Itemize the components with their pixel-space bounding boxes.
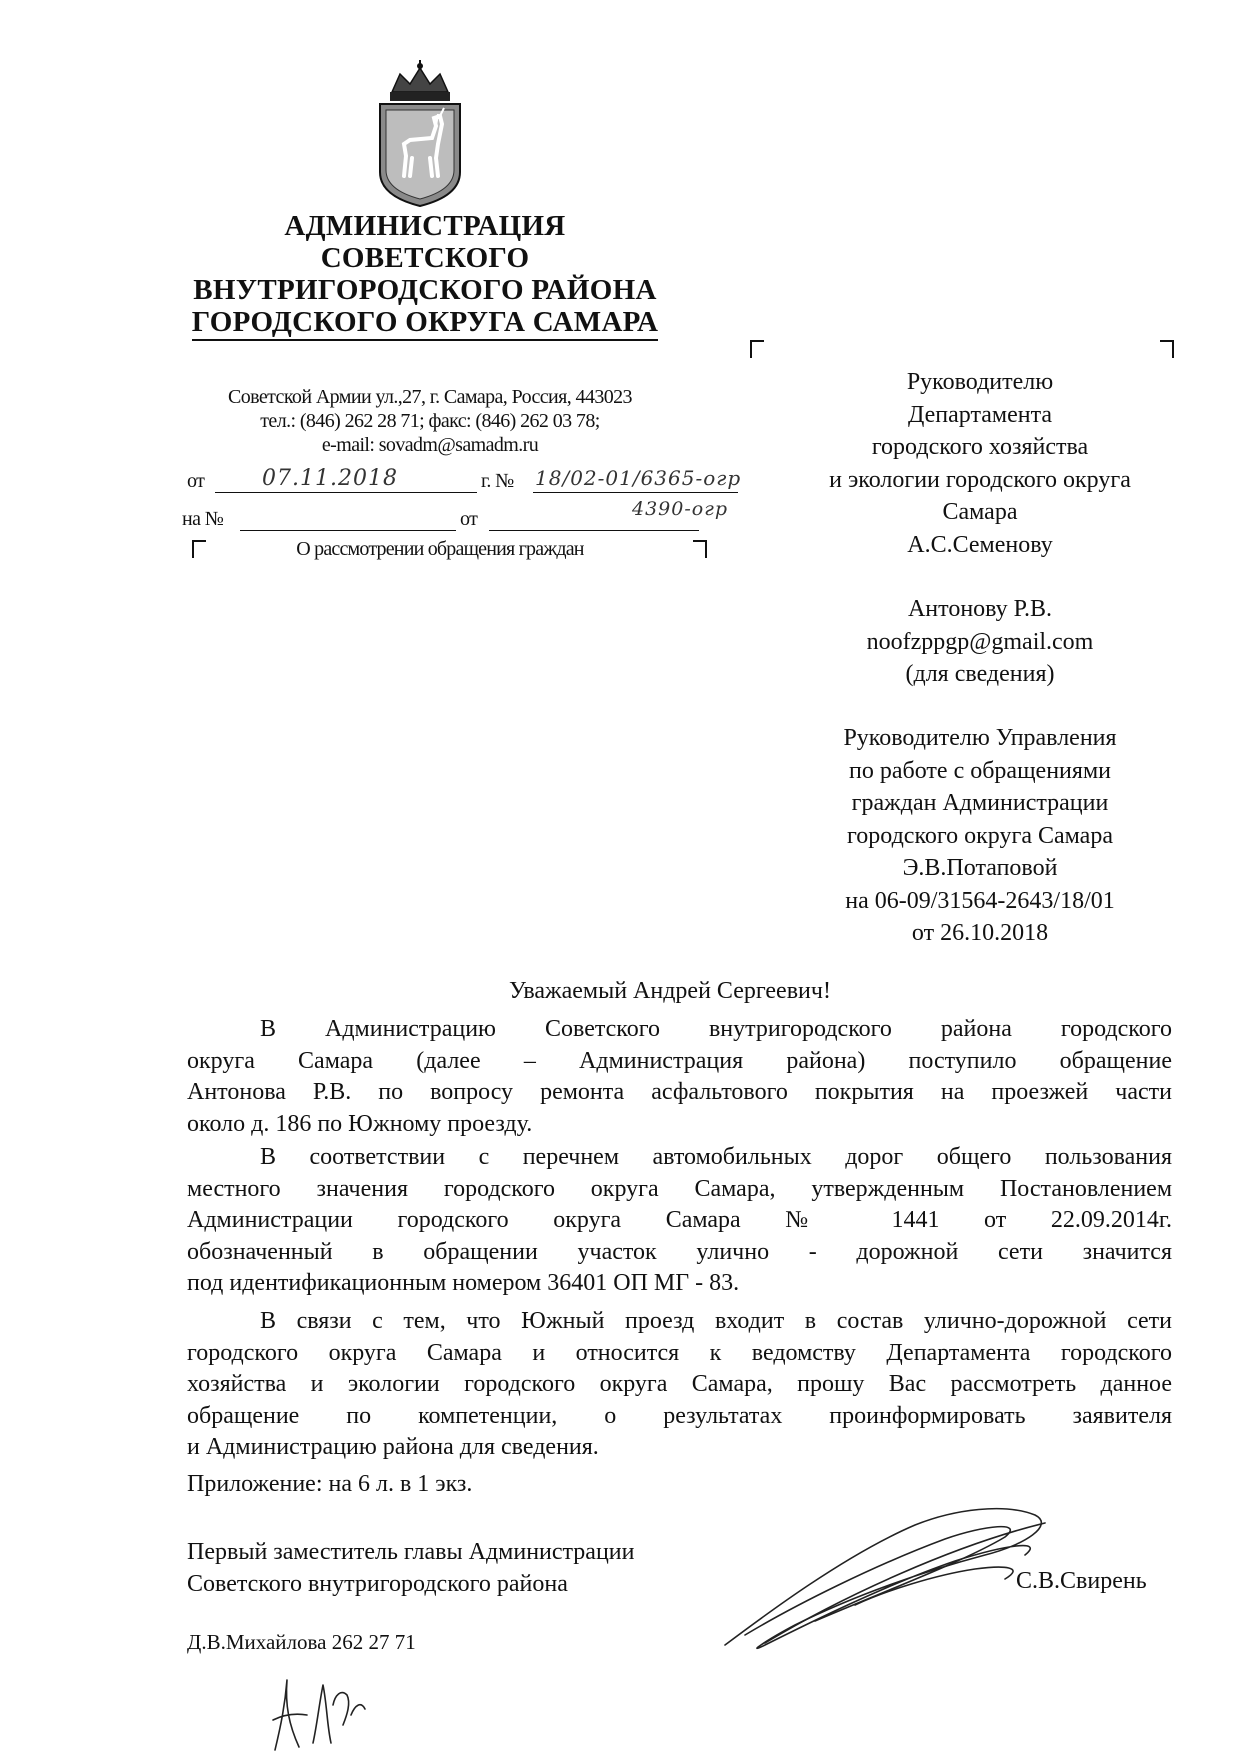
addressee-line: А.С.Семенову	[907, 531, 1053, 558]
paragraph-line: Антонова Р.В. по вопросу ремонта асфальтового покрытия на проезжей части	[187, 1079, 1172, 1105]
addressee-line: граждан Администрации	[851, 790, 1109, 816]
reply-date-underline	[489, 530, 699, 531]
paragraph-line: Администрации городского округа Самара № 1441 от 22.09.2014г.	[187, 1207, 1172, 1233]
phone-line: тел.: (846) 262 28 71; факс: (846) 262 03 78;	[260, 410, 600, 432]
number-label: г. №	[481, 470, 514, 492]
body-paragraph-2	[187, 1142, 1172, 1300]
paragraph-line: обозначенный в обращении участок улично - дорожной сети значится	[187, 1238, 1172, 1265]
subject-bracket-right	[693, 540, 707, 558]
letter-subject: О рассмотрении обращения граждан	[296, 538, 584, 560]
handwritten-initials	[255, 1665, 405, 1755]
addressee-bracket-left	[750, 340, 764, 358]
signer-title-line: Первый заместитель главы Администрации	[187, 1539, 635, 1565]
date-underline	[215, 492, 477, 493]
paragraph-line: В соответствии с перечнем автомобильных дорог общего пользования	[260, 1144, 1172, 1170]
addressee-line: Антонову Р.В.	[907, 596, 1053, 622]
paragraph-line: В связи с тем, что Южный проезд входит в состав улично-дорожной сети	[260, 1308, 1172, 1334]
addressee-line: Э.В.Потаповой	[902, 855, 1058, 881]
paragraph-line: и Администрацию района для сведения.	[187, 1434, 599, 1460]
registration-number: 18/02-01/6365-огр	[535, 466, 742, 490]
paragraph-line: около д. 186 по Южному проезду.	[187, 1110, 533, 1137]
paragraph-line: округа Самара (далее – Администрация района) поступило обращение	[187, 1047, 1172, 1074]
addressee-line: от 26.10.2018	[911, 920, 1049, 946]
from-label: от	[187, 470, 205, 492]
org-name-line: СОВЕТСКОГО	[320, 242, 530, 274]
addressee-line: на 06-09/31564-2643/18/01	[845, 887, 1115, 914]
addressee-line: Руководителю Управления	[843, 725, 1117, 751]
subject-bracket-left	[192, 540, 206, 558]
body-paragraph-3	[187, 1306, 1172, 1464]
attachment-note: Приложение: на 6 л. в 1 экз.	[187, 1471, 473, 1497]
paragraph-line: хозяйства и экологии городского округа Самара, прошу Вас рассмотреть данное	[187, 1371, 1172, 1397]
body-paragraph-1	[187, 1014, 1172, 1140]
coat-of-arms-icon	[370, 60, 470, 208]
registration-date: 07.11.2018	[262, 466, 398, 491]
org-name-line: АДМИНИСТРАЦИЯ	[284, 210, 566, 242]
paragraph-line: местного значения городского округа Самара, утвержденным Постановлением	[187, 1175, 1172, 1202]
reply-from-label: от	[460, 508, 478, 530]
addressee-line: Самара	[942, 499, 1018, 525]
paragraph-line: обращение по компетенции, о результатах проинформировать заявителя	[187, 1402, 1172, 1429]
addressee-line: и экологии городского округа	[829, 466, 1131, 493]
executor-contact: Д.В.Михайлова 262 27 71	[187, 1630, 416, 1654]
org-name-line: ВНУТРИГОРОДСКОГО РАЙОНА	[193, 274, 657, 306]
paragraph-line: под идентификационным номером 36401 ОП МГ - 83.	[187, 1270, 740, 1296]
addressee-bracket-right	[1160, 340, 1174, 358]
reply-number-label: на №	[182, 508, 224, 530]
organization-name	[175, 210, 675, 341]
number-underline	[533, 492, 738, 493]
reply-number-underline	[240, 530, 456, 531]
org-name-line: ГОРОДСКОГО ОКРУГА САМАРА	[192, 306, 658, 341]
registration-number-suffix: 4390-огр	[632, 498, 728, 520]
signer-title-line: Советского внутригородского района	[187, 1571, 568, 1597]
secondary-addressee	[760, 593, 1200, 691]
addressee-line: (для сведения)	[905, 661, 1055, 687]
primary-addressee	[760, 366, 1200, 561]
paragraph-line: В Администрацию Советского внутригородского района городского	[260, 1016, 1172, 1042]
organization-address	[180, 385, 680, 457]
addressee-line: Руководителю	[906, 369, 1054, 395]
address-line: Советской Армии ул.,27, г. Самара, Россия, 443023	[228, 386, 632, 408]
addressee-email: noofzppgp@gmail.com	[866, 628, 1094, 655]
signer-title	[187, 1536, 635, 1600]
email-line: e-mail: sovadm@samadm.ru	[321, 434, 539, 456]
signer-name: С.В.Свирень	[1016, 1568, 1147, 1594]
addressee-line: по работе с обращениями	[849, 757, 1111, 784]
salutation: Уважаемый Андрей Сергеевич!	[509, 978, 831, 1004]
addressee-line: Департамента	[907, 401, 1053, 428]
addressee-line: городского хозяйства	[871, 434, 1089, 460]
addressee-line: городского округа Самара	[847, 822, 1113, 849]
tertiary-addressee	[760, 722, 1200, 950]
paragraph-line: городского округа Самара и относится к ведомству Департамента городского	[187, 1339, 1172, 1366]
handwritten-signature	[705, 1495, 1065, 1665]
